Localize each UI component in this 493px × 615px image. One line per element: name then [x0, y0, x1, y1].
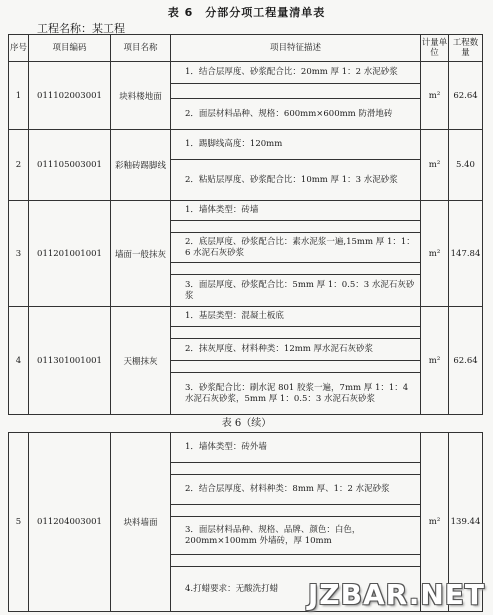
- row-name: 块料墙面: [111, 433, 171, 612]
- row-code: 011105003001: [29, 130, 111, 201]
- feature-line: [171, 505, 420, 517]
- feature-line: [171, 221, 420, 233]
- header-unit: 计量单位: [421, 35, 449, 62]
- row-code: 011201001001: [29, 201, 111, 307]
- feature-line: 1．墙体类型：砖外墙: [171, 433, 420, 463]
- row-seq: 3: [9, 201, 29, 307]
- row-code: 011301001001: [29, 307, 111, 415]
- feature-line: [171, 555, 420, 567]
- feature-line: 2．抹灰厚度、材料种类：12mm 厚水泥石灰砂浆: [171, 339, 420, 361]
- table-row: [9, 307, 483, 415]
- header-code: 项目编码: [29, 35, 111, 62]
- header-row: [9, 35, 483, 62]
- header-qty: 工程数量: [449, 35, 483, 62]
- row-features: [171, 62, 421, 130]
- row-seq: 1: [9, 62, 29, 130]
- row-code: 011204003001: [29, 433, 111, 612]
- feature-line: 1．结合层厚度、砂浆配合比：20mm 厚 1：2 水泥砂浆: [171, 62, 420, 84]
- row-seq: 5: [9, 433, 29, 612]
- table-row: [9, 62, 483, 130]
- feature-line: [171, 84, 420, 99]
- row-unit: m²: [421, 307, 449, 415]
- row-features: [171, 201, 421, 307]
- header-seq: 序号: [9, 35, 29, 62]
- header-features: 项目特征描述: [171, 35, 421, 62]
- table-title: 表 6 分部分项工程量清单表: [167, 6, 326, 19]
- bill-of-quantities-table: [8, 34, 483, 415]
- row-seq: 2: [9, 130, 29, 201]
- feature-line: [171, 463, 420, 475]
- watermark-logo: JZBAR.NET: [307, 578, 485, 611]
- table-row: [9, 130, 483, 201]
- row-qty: 62.64: [449, 62, 483, 130]
- row-seq: 4: [9, 307, 29, 415]
- row-name: 墙面一般抹灰: [111, 201, 171, 307]
- feature-line: [171, 327, 420, 339]
- feature-line: 2．粘贴层厚度、砂浆配合比：10mm 厚 1：3 水泥砂浆: [185, 174, 398, 185]
- row-name: 彩釉砖踢脚线: [111, 130, 171, 201]
- row-qty: 62.64: [449, 307, 483, 415]
- feature-line: 4.打蜡要求：无酸洗打蜡: [185, 583, 279, 594]
- feature-line: 2．结合层厚度、材料种类：8mm 厚、1：2 水泥砂浆: [171, 475, 420, 505]
- feature-line: 1．墙体类型：砖墙: [171, 201, 420, 221]
- project-name: 工程名称：某工程: [37, 22, 125, 35]
- row-name: 天棚抹灰: [111, 307, 171, 415]
- feature-line: 3．砂浆配合比：刷水泥 801 胶浆一遍，7mm 厚 1：1：4 水泥石灰砂浆，5mm 厚 1：0.5：3 水泥石灰砂浆: [185, 382, 409, 404]
- row-code: 011102003001: [29, 62, 111, 130]
- feature-line: 3．面层厚度、砂浆配合比：5mm 厚 1：0.5：3 水泥石灰砂浆: [185, 279, 415, 301]
- row-unit: m²: [421, 62, 449, 130]
- feature-line: 3．面层材料品种、规格、品牌、颜色：白色，200mm×100mm 外墙砖，厚 10mm: [171, 517, 420, 555]
- row-qty: 5.40: [449, 130, 483, 201]
- row-qty: 139.44: [449, 433, 483, 612]
- row-name: 块料楼地面: [111, 62, 171, 130]
- feature-line: 2．底层厚度、砂浆配合比：素水泥浆一遍,15mm 厚 1：1：6 水泥石灰砂浆: [171, 233, 420, 263]
- feature-line: [171, 361, 420, 373]
- row-unit: m²: [421, 201, 449, 307]
- feature-line: 1．基层类型：混凝土板底: [171, 307, 420, 327]
- row-qty: 147.84: [449, 201, 483, 307]
- row-features: [171, 130, 421, 201]
- continued-label: 表 6（续）: [221, 418, 272, 429]
- row-unit: m²: [421, 433, 449, 612]
- feature-line: [171, 263, 420, 275]
- header-name: 项目名称: [111, 35, 171, 62]
- feature-line: 1．踢脚线高度：120mm: [171, 130, 420, 160]
- row-features: [171, 307, 421, 415]
- table-row: [9, 201, 483, 307]
- feature-line: 2．面层材料品种、规格：600mm×600mm 防滑地砖: [185, 108, 393, 119]
- row-unit: m²: [421, 130, 449, 201]
